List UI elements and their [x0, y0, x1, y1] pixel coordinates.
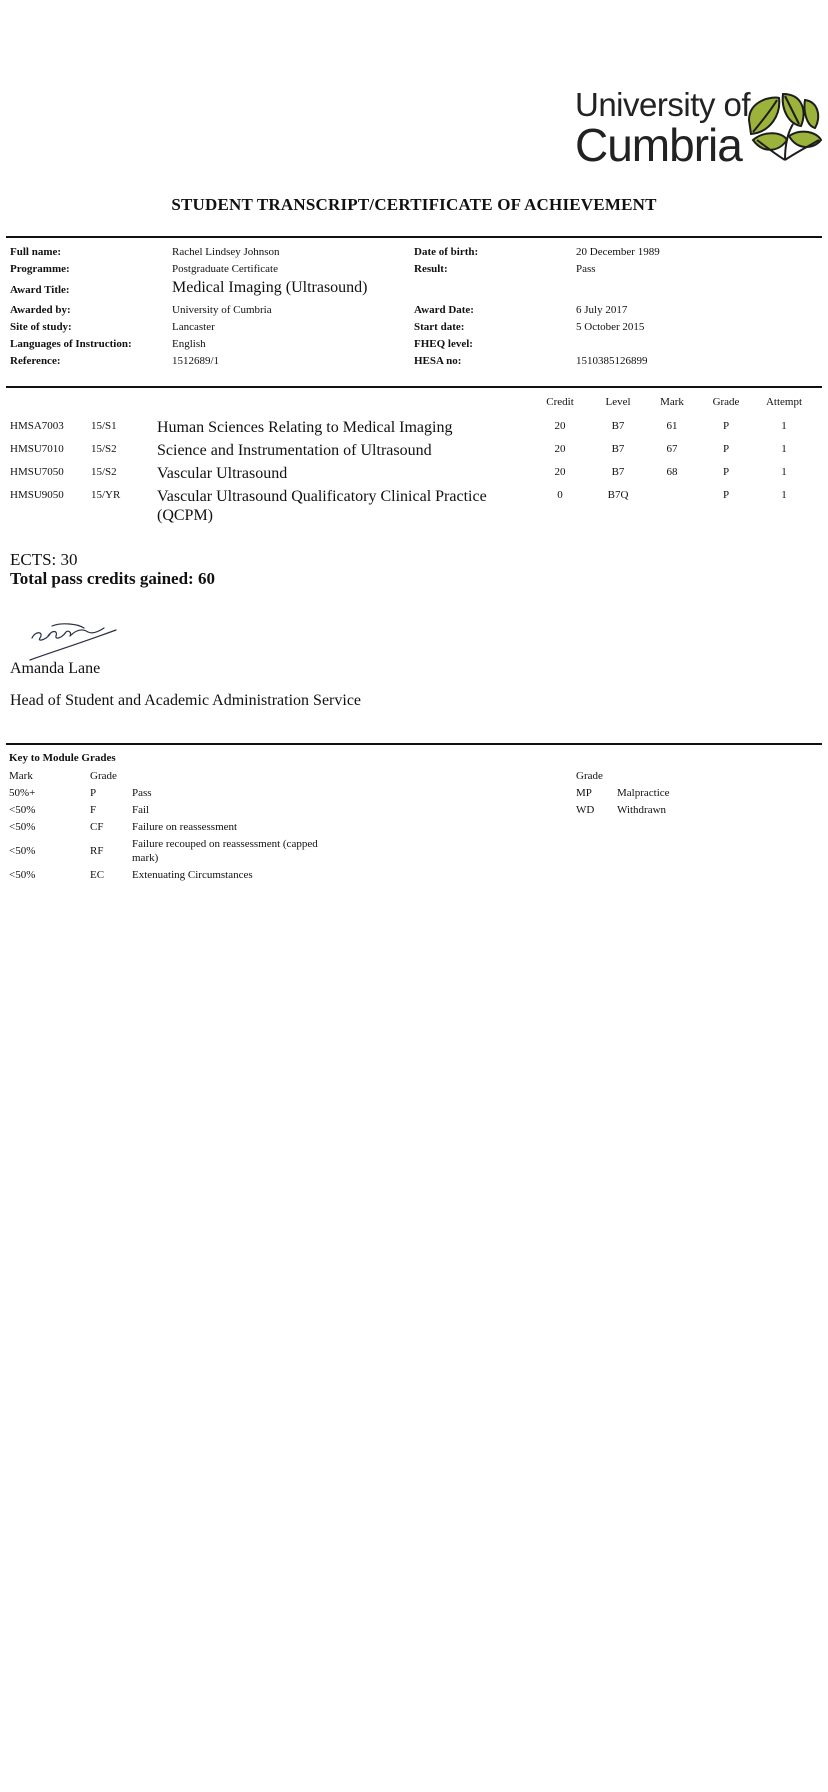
credit-header: Credit: [546, 396, 574, 408]
full-name-label: Full name:: [10, 246, 62, 258]
module-term: 15/YR: [91, 489, 121, 501]
reference-value: 1512689/1: [172, 355, 220, 367]
dob-label: Date of birth:: [414, 246, 479, 258]
grade-header: Grade: [712, 396, 740, 408]
module-title: Human Sciences Relating to Medical Imaging: [157, 419, 453, 436]
document-title: STUDENT TRANSCRIPT/CERTIFICATE OF ACHIEVEMENT: [171, 195, 657, 214]
programme-label: Programme:: [10, 263, 70, 275]
university-logo: [575, 86, 820, 171]
awarded-by-label: Awarded by:: [10, 304, 71, 316]
module-mark: 68: [666, 466, 678, 478]
module-credit: 20: [554, 466, 566, 478]
module-code: HMSU7010: [10, 443, 64, 455]
signature-image: [22, 618, 122, 664]
key-desc: Withdrawn: [617, 804, 667, 816]
key-mark: <50%: [9, 804, 36, 816]
module-grade: P: [722, 443, 730, 455]
key-desc: Fail: [132, 804, 150, 816]
logo-text-line1: University of: [575, 86, 751, 123]
module-mark: 67: [666, 443, 678, 455]
key-desc: Failure on reassessment: [132, 821, 238, 833]
signatory-name: Amanda Lane: [10, 660, 101, 677]
module-level: B7: [611, 466, 625, 478]
module-attempt: 1: [781, 489, 787, 501]
module-level: B7: [611, 443, 625, 455]
module-attempt: 1: [781, 443, 787, 455]
module-title: Science and Instrumentation of Ultrasound: [157, 442, 432, 459]
key-mark-header: Mark: [9, 770, 33, 782]
module-grade: P: [722, 420, 730, 432]
key-mark: 50%+: [9, 787, 36, 799]
key-mark: <50%: [9, 845, 36, 857]
signatory-role: Head of Student and Academic Administration Service: [10, 692, 362, 709]
hesa-label: HESA no:: [414, 355, 462, 367]
module-credit: 20: [554, 420, 566, 432]
key-grade: P: [90, 787, 97, 799]
key-desc: Malpractice: [617, 787, 670, 799]
site-value: Lancaster: [172, 321, 215, 333]
leaves-icon: [745, 90, 823, 162]
key-grade: EC: [90, 869, 105, 881]
languages-value: English: [172, 338, 206, 350]
module-grade: P: [722, 489, 730, 501]
award-title-label: Award Title:: [10, 284, 70, 296]
module-code: HMSA7003: [10, 420, 64, 432]
divider-top: [6, 236, 822, 238]
dob-value: 20 December 1989: [576, 246, 660, 258]
key-title: Key to Module Grades: [9, 752, 116, 764]
languages-label: Languages of Instruction:: [10, 338, 132, 350]
key-desc: Extenuating Circumstances: [132, 869, 253, 881]
key-grade: RF: [90, 845, 104, 857]
start-date-label: Start date:: [414, 321, 465, 333]
module-term: 15/S1: [91, 420, 117, 432]
module-grade: P: [722, 466, 730, 478]
module-mark: 61: [666, 420, 678, 432]
key-grade: WD: [576, 804, 595, 816]
module-level: B7Q: [607, 489, 629, 501]
key-grade: F: [90, 804, 97, 816]
module-title: Vascular Ultrasound Qualificatory Clinical Practice (QCPM): [157, 488, 487, 524]
divider-bottom: [6, 743, 822, 745]
award-date-label: Award Date:: [414, 304, 474, 316]
key-grade-header-right: Grade: [576, 770, 603, 782]
level-header: Level: [605, 396, 631, 408]
module-code: HMSU7050: [10, 466, 64, 478]
key-desc: Failure recouped on reassessment (capped mark): [132, 838, 318, 864]
mark-header: Mark: [660, 396, 684, 408]
module-title: Vascular Ultrasound: [157, 465, 288, 482]
award-title-value: Medical Imaging (Ultrasound): [172, 279, 368, 296]
module-attempt: 1: [781, 420, 787, 432]
module-term: 15/S2: [91, 443, 117, 455]
reference-label: Reference:: [10, 355, 61, 367]
programme-value: Postgraduate Certificate: [172, 263, 278, 275]
fheq-label: FHEQ level:: [414, 338, 473, 350]
key-mark: <50%: [9, 821, 36, 833]
module-credit: 20: [554, 443, 566, 455]
result-label: Result:: [414, 263, 448, 275]
full-name-value: Rachel Lindsey Johnson: [172, 246, 280, 258]
start-date-value: 5 October 2015: [576, 321, 645, 333]
site-label: Site of study:: [10, 321, 72, 333]
hesa-value: 1510385126899: [576, 355, 648, 367]
key-grade-header: Grade: [90, 770, 117, 782]
key-grade: MP: [576, 787, 592, 799]
module-code: HMSU9050: [10, 489, 64, 501]
logo-text-line2: Cumbria: [575, 119, 742, 171]
module-credit: 0: [557, 489, 563, 501]
award-date-value: 6 July 2017: [576, 304, 628, 316]
total-credits-text: Total pass credits gained: 60: [10, 569, 215, 588]
awarded-by-value: University of Cumbria: [172, 304, 272, 316]
ects-text: ECTS: 30: [10, 550, 78, 569]
module-term: 15/S2: [91, 466, 117, 478]
key-grade: CF: [90, 821, 104, 833]
attempt-header: Attempt: [765, 396, 803, 408]
result-value: Pass: [576, 263, 596, 275]
key-desc: Pass: [132, 787, 152, 799]
module-level: B7: [611, 420, 625, 432]
divider-middle: [6, 386, 822, 388]
module-attempt: 1: [781, 466, 787, 478]
key-mark: <50%: [9, 869, 36, 881]
